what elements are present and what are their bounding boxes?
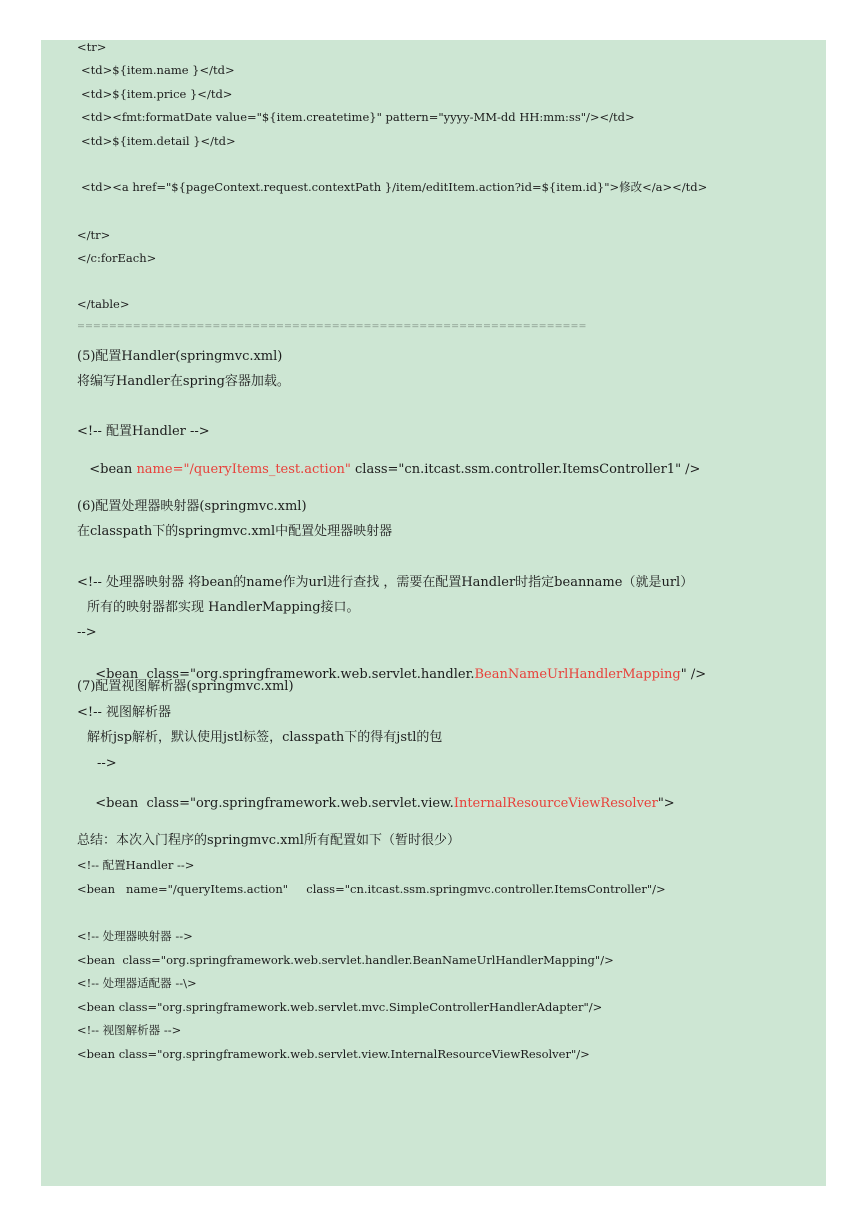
code-line: </tr> xyxy=(77,228,111,242)
code-line: <bean class="org.springframework.web.servlet.view.InternalResourceViewResolver"/> xyxy=(77,1047,590,1061)
code-comment: --> xyxy=(97,756,117,771)
section-heading: (5)配置Handler(springmvc.xml) xyxy=(77,349,283,364)
code-comment: <!-- 配置Handler --> xyxy=(77,858,195,872)
code-comment: <!-- 视图解析器 --> xyxy=(77,1023,182,1037)
code-line: <td>${item.price }</td> xyxy=(81,87,233,101)
code-line: <td>${item.name }</td> xyxy=(81,63,235,77)
code-fragment: "> xyxy=(657,796,675,811)
code-line: <tr> xyxy=(77,40,107,54)
text-line: 在classpath下的springmvc.xml中配置处理器映射器 xyxy=(77,524,393,539)
code-fragment: <bean class="org.springframework.web.servlet.view. xyxy=(95,796,454,811)
code-fragment: class="cn.itcast.ssm.controller.ItemsController1" /> xyxy=(350,462,701,477)
text-line: 将编写Handler在spring容器加载。 xyxy=(77,374,290,389)
highlighted-fragment: InternalResourceViewResolver xyxy=(453,796,658,811)
highlighted-fragment: BeanNameUrlHandlerMapping xyxy=(474,667,681,682)
code-comment: 所有的映射器都实现 HandlerMapping接口。 xyxy=(87,600,360,615)
code-fragment: <bean class="org.springframework.web.servlet.handler. xyxy=(95,667,475,682)
code-line xyxy=(87,784,675,810)
code-line xyxy=(81,450,700,476)
code-line: </table> xyxy=(77,297,130,311)
code-comment: <!-- 处理器适配器 --\> xyxy=(77,976,197,990)
code-line: <bean name="/queryItems.action" class="cn.itcast.ssm.springmvc.controller.ItemsController"/> xyxy=(77,882,666,896)
code-line xyxy=(87,655,706,681)
separator-line: ================================================================ xyxy=(77,321,587,332)
section-heading: (6)配置处理器映射器(springmvc.xml) xyxy=(77,499,307,514)
code-line: <td>${item.detail }</td> xyxy=(81,134,236,148)
code-comment: <!-- 视图解析器 xyxy=(77,705,172,720)
code-line: <bean class="org.springframework.web.servlet.mvc.SimpleControllerHandlerAdapter"/> xyxy=(77,1000,603,1014)
code-comment: 解析jsp解析，默认使用jstl标签，classpath下的得有jstl的包 xyxy=(87,730,443,745)
code-comment: <!-- 处理器映射器 --> xyxy=(77,929,193,943)
code-comment: <!-- 配置Handler --> xyxy=(77,424,210,439)
code-comment: --> xyxy=(77,625,97,640)
code-line: <td><a href="${pageContext.request.contextPath }/item/editItem.action?id=${item.id}">修改</a></td> xyxy=(81,180,708,194)
code-fragment: " /> xyxy=(680,667,707,682)
section-heading: (7)配置视图解析器(springmvc.xml) xyxy=(77,679,294,694)
code-comment: <!-- 处理器映射器 将bean的name作为url进行查找 ，需要在配置Handler时指定beanname（就是url） xyxy=(77,575,694,590)
section-heading: 总结：本次入门程序的springmvc.xml所有配置如下（暂时很少） xyxy=(77,833,460,848)
code-line: <td><fmt:formatDate value="${item.createtime}" pattern="yyyy-MM-dd HH:mm:ss"/></td> xyxy=(81,110,635,124)
code-fragment: <bean xyxy=(89,462,137,477)
highlighted-fragment: name="/queryItems_test.action" xyxy=(136,462,351,477)
code-line: </c:forEach> xyxy=(77,251,157,265)
code-line: <bean class="org.springframework.web.servlet.handler.BeanNameUrlHandlerMapping"/> xyxy=(77,953,614,967)
